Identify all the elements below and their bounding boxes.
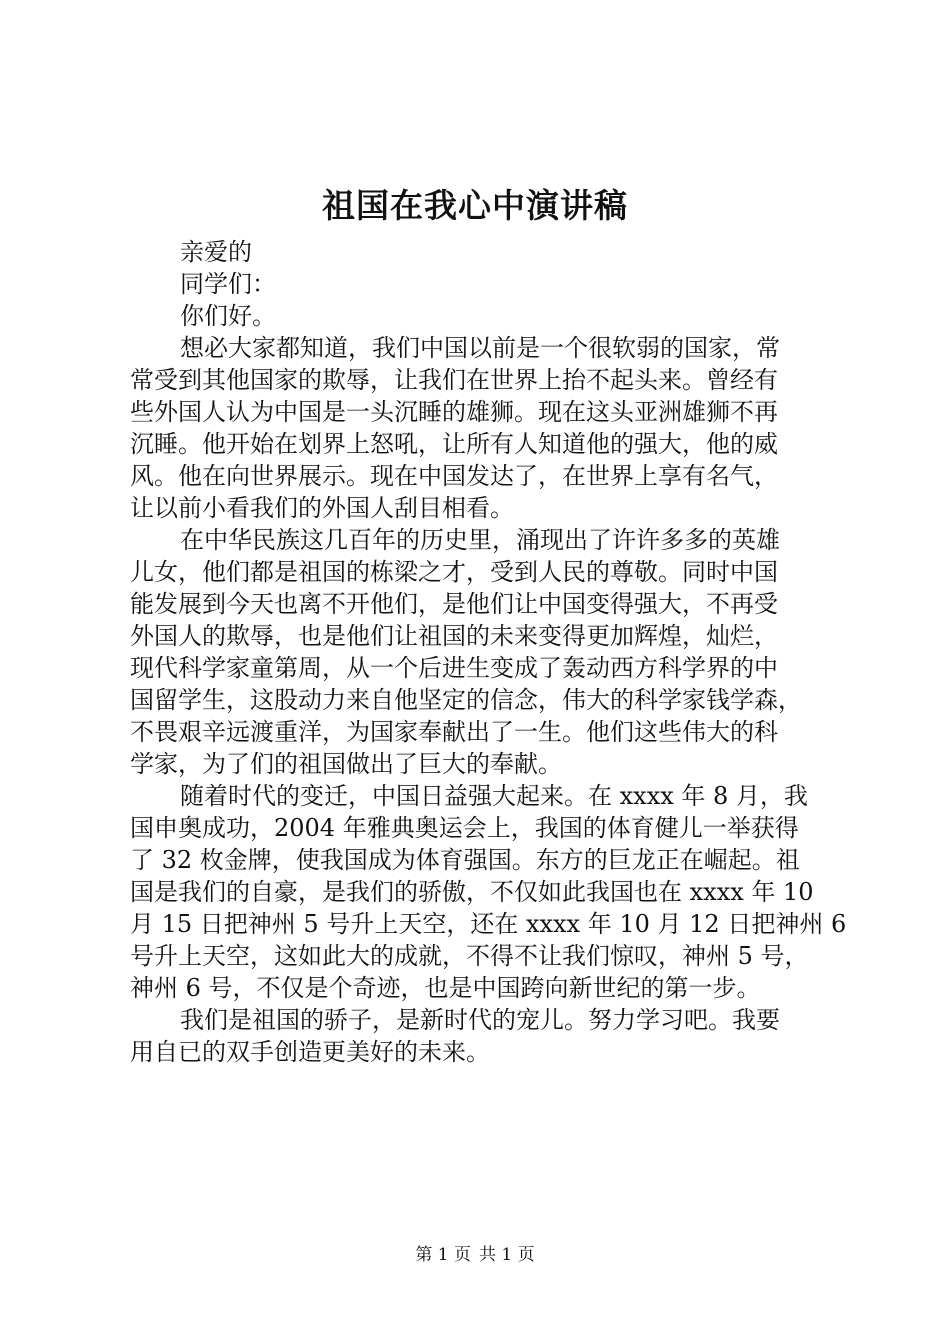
body-line: 国留学生，这股动力来自他坚定的信念，伟大的科学家钱学森， xyxy=(130,686,802,714)
body-line: 用自已的双手创造更美好的未来。 xyxy=(130,1038,490,1066)
body-line: 现代科学家童第周，从一个后进生变成了轰动西方科学界的中 xyxy=(130,654,778,682)
body-line: 想必大家都知道，我们中国以前是一个很软弱的国家，常 xyxy=(180,334,780,362)
body-line: 国申奥成功，2004 年雅典奥运会上，我国的体育健儿一举获得 xyxy=(130,814,799,842)
body-line: 你们好。 xyxy=(180,302,276,330)
body-line: 了 32 枚金牌，使我国成为体育强国。东方的巨龙正在崛起。祖 xyxy=(130,846,800,874)
body-line: 亲爱的 xyxy=(180,238,252,266)
body-line: 不畏艰辛远渡重洋，为国家奉献出了一生。他们这些伟大的科 xyxy=(130,718,778,746)
body-line: 月 15 日把神州 5 号升上天空，还在 xxxx 年 10 月 12 日把神州 6 xyxy=(130,910,847,938)
document-body xyxy=(130,236,847,1068)
body-line: 神州 6 号，不仅是个奇迹，也是中国跨向新世纪的第一步。 xyxy=(130,974,761,1002)
body-line: 些外国人认为中国是一头沉睡的雄狮。现在这头亚洲雄狮不再 xyxy=(130,398,778,426)
body-line: 同学们： xyxy=(180,270,276,298)
body-line: 学家，为了们的祖国做出了巨大的奉献。 xyxy=(130,750,562,778)
document-title: 祖国在我心中演讲稿 xyxy=(322,186,628,225)
body-line: 号升上天空，这如此大的成就，不得不让我们惊叹，神州 5 号， xyxy=(130,942,809,970)
page-total: 共 1 页 xyxy=(479,1245,535,1265)
body-line: 沉睡。他开始在划界上怒吼，让所有人知道他的强大，他的威 xyxy=(130,430,778,458)
body-line: 在中华民族这几百年的历史里，涌现出了许许多多的英雄 xyxy=(180,526,780,554)
body-line: 能发展到今天也离不开他们，是他们让中国变得强大，不再受 xyxy=(130,590,778,618)
body-line: 外国人的欺辱，也是他们让祖国的未来变得更加辉煌，灿烂， xyxy=(130,622,778,650)
body-line: 让以前小看我们的外国人刮目相看。 xyxy=(130,494,514,522)
body-line: 我们是祖国的骄子，是新时代的宠儿。努力学习吧。我要 xyxy=(180,1006,780,1034)
body-line: 风。他在向世界展示。现在中国发达了，在世界上享有名气， xyxy=(130,462,778,490)
body-line: 国是我们的自豪，是我们的骄傲，不仅如此我国也在 xxxx 年 10 xyxy=(130,878,814,906)
body-line: 常受到其他国家的欺辱，让我们在世界上抬不起头来。曾经有 xyxy=(130,366,778,394)
page-number: 第 1 页 xyxy=(415,1245,471,1265)
body-line: 儿女，他们都是祖国的栋梁之才，受到人民的尊敬。同时中国 xyxy=(130,558,778,586)
body-line: 随着时代的变迁，中国日益强大起来。在 xxxx 年 8 月，我 xyxy=(180,782,808,810)
page-footer xyxy=(0,1244,950,1266)
